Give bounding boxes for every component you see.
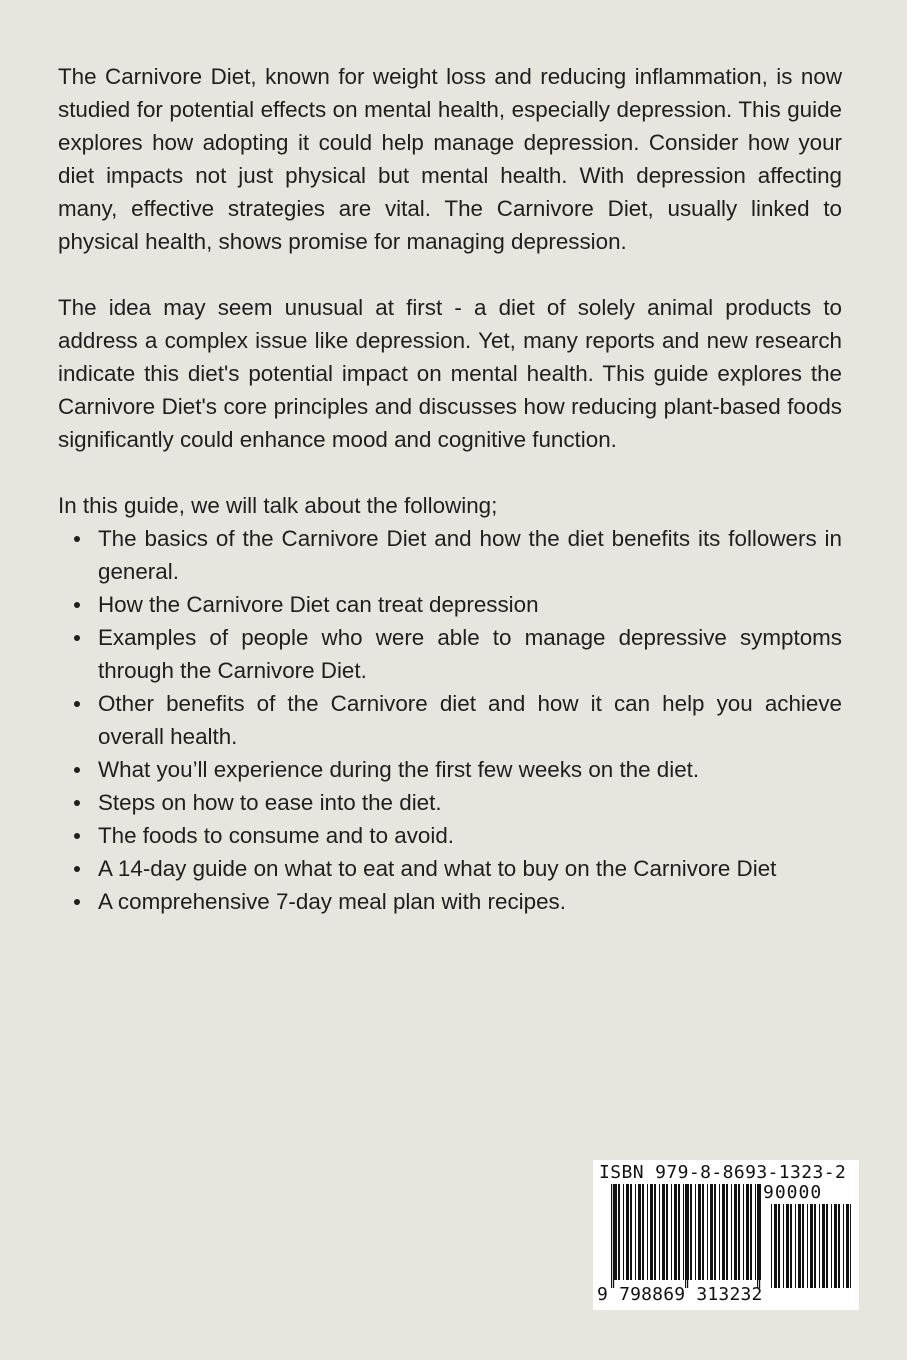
list-item: Steps on how to ease into the diet.: [58, 786, 842, 819]
paragraph-2: The idea may seem unusual at first - a diet of solely animal products to address a complex issue like depression. Yet, many reports and new research indicate this diet's potential impact on mental health. This guide explores the Carnivore Diet's core principles and discusses how reducing plant-based foods significantly could enhance mood and cognitive function.: [58, 295, 842, 452]
list-item: A comprehensive 7-day meal plan with recipes.: [58, 885, 842, 918]
barcode-guard-bar: [685, 1184, 686, 1288]
barcode-bar: [778, 1204, 780, 1288]
barcode-bar: [623, 1184, 624, 1280]
barcode-bar: [714, 1184, 716, 1280]
barcode-bar: [671, 1184, 672, 1280]
barcode-bar: [666, 1184, 668, 1280]
barcode-bar: [650, 1184, 653, 1280]
barcode-bar: [743, 1184, 744, 1280]
barcode-bar: [642, 1184, 644, 1280]
barcode-bar: [618, 1184, 620, 1280]
barcode-bar: [678, 1184, 680, 1280]
barcode: [593, 1160, 859, 1310]
barcode-bar: [798, 1204, 801, 1288]
barcode-bar: [802, 1204, 804, 1288]
barcode-bar: [826, 1204, 828, 1288]
list-item: Other benefits of the Carnivore diet and how it can help you achieve overall health.: [58, 687, 842, 753]
barcode-bar: [795, 1204, 796, 1288]
barcode-bar: [738, 1184, 740, 1280]
barcode-bar: [722, 1184, 725, 1280]
barcode-bar: [626, 1184, 629, 1280]
barcode-bar: [695, 1184, 696, 1280]
barcode-guard-bar: [611, 1184, 612, 1288]
barcode-addon-digits: 90000: [763, 1182, 823, 1203]
barcode-bar: [719, 1184, 720, 1280]
barcode-bar: [690, 1184, 692, 1280]
isbn-label: ISBN 979-8-8693-1323-2: [599, 1162, 847, 1183]
barcode-guard-bar: [687, 1184, 688, 1288]
barcode-bar: [822, 1204, 825, 1288]
list-intro: In this guide, we will talk about the following;: [58, 493, 498, 518]
list-item: The basics of the Carnivore Diet and how the diet benefits its followers in general.: [58, 522, 842, 588]
list-item: How the Carnivore Diet can treat depression: [58, 588, 842, 621]
barcode-bar: [831, 1204, 832, 1288]
barcode-bar: [819, 1204, 820, 1288]
barcode-bar: [807, 1204, 808, 1288]
barcode-bar: [755, 1184, 756, 1280]
barcode-bar: [614, 1184, 617, 1280]
barcode-guard-bar: [613, 1184, 614, 1288]
barcode-bar: [647, 1184, 648, 1280]
barcode-bar: [843, 1204, 844, 1288]
list-item: A 14-day guide on what to eat and what to buy on the Carnivore Diet: [58, 852, 842, 885]
barcode-bar: [635, 1184, 636, 1280]
barcode-bar: [662, 1184, 665, 1280]
barcode-bar: [810, 1204, 813, 1288]
back-cover-text: [58, 60, 842, 918]
barcode-bar: [638, 1184, 641, 1280]
barcode-ean-digits: 9 798869 313232: [597, 1284, 763, 1305]
barcode-bar: [698, 1184, 701, 1280]
barcode-bar: [783, 1204, 784, 1288]
barcode-bar: [846, 1204, 849, 1288]
barcode-bar: [731, 1184, 732, 1280]
barcode-bar: [786, 1204, 789, 1288]
barcode-guard-bar: [757, 1184, 758, 1288]
barcode-bar: [702, 1184, 704, 1280]
barcode-bar: [850, 1204, 851, 1288]
barcode-bar: [746, 1184, 749, 1280]
list-item: The foods to consume and to avoid.: [58, 819, 842, 852]
barcode-bar: [710, 1184, 713, 1280]
barcode-bar: [790, 1204, 792, 1288]
barcode-bar: [683, 1184, 684, 1280]
barcode-bar: [774, 1204, 777, 1288]
barcode-bar: [734, 1184, 737, 1280]
barcode-guard-bar: [759, 1184, 760, 1288]
list-item: What you’ll experience during the first few weeks on the diet.: [58, 753, 842, 786]
topics-list: [58, 522, 842, 918]
paragraph-1: The Carnivore Diet, known for weight loss and reducing inflammation, is now studied for potential effects on mental health, especially depression. This guide explores how adopting it could help manage depression. Consider how your diet impacts not just physical but mental health. With depression affecting many, effective strategies are vital. The Carnivore Diet, usually linked to physical health, shows promise for managing depression.: [58, 64, 842, 254]
list-item: Examples of people who were able to manage depressive symptoms through the Carnivore Diet.: [58, 621, 842, 687]
barcode-bar: [654, 1184, 656, 1280]
barcode-bar: [834, 1204, 837, 1288]
barcode-bar: [750, 1184, 752, 1280]
barcode-bar: [674, 1184, 677, 1280]
barcode-bar: [838, 1204, 840, 1288]
barcode-bar: [814, 1204, 816, 1288]
barcode-bar: [630, 1184, 632, 1280]
barcode-bar: [659, 1184, 660, 1280]
barcode-bar: [707, 1184, 708, 1280]
barcode-bar: [771, 1204, 772, 1288]
barcode-bar: [726, 1184, 728, 1280]
